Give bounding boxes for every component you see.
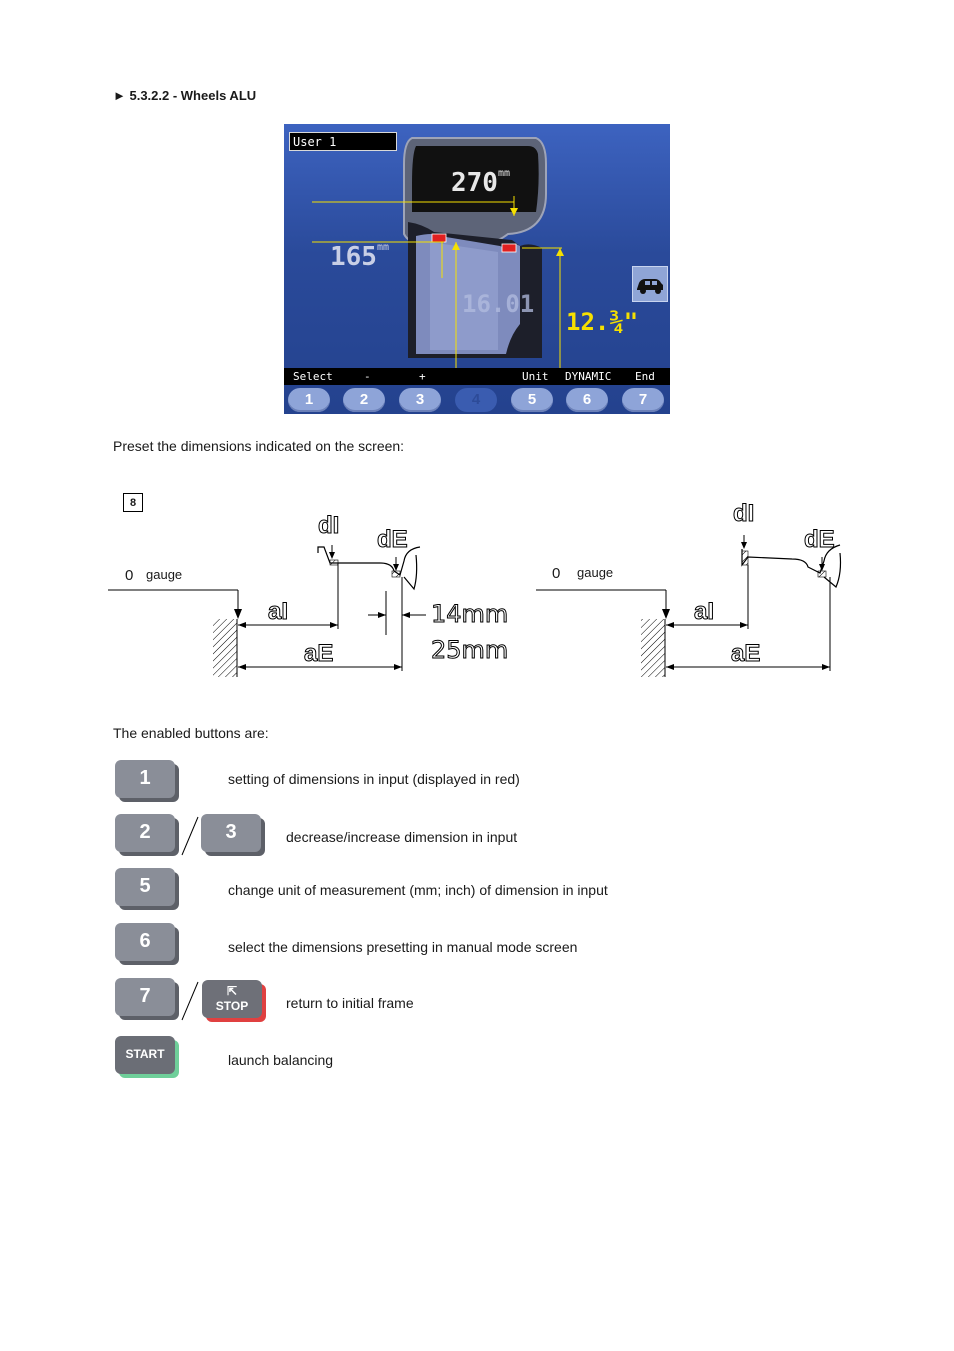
- key-5-button: 5: [115, 868, 175, 906]
- stop-label: STOP: [215, 999, 249, 1013]
- slash-divider: [180, 980, 200, 1022]
- de-label-right: dE: [804, 526, 835, 553]
- fkey-7[interactable]: 7: [622, 388, 664, 412]
- gauge-symbol-right: 0: [552, 565, 561, 582]
- key-2-3-description: decrease/increase dimension in input: [286, 829, 518, 845]
- gauge-symbol-left: 0: [125, 567, 134, 584]
- menu-end[interactable]: End: [635, 370, 655, 383]
- key-6-button: 6: [115, 923, 175, 961]
- dl-label-right: dI: [733, 500, 755, 527]
- outer-marker: [502, 244, 516, 252]
- fkey-6[interactable]: 6: [566, 388, 608, 412]
- slash-divider: [180, 815, 200, 857]
- rim-readout: 16.01: [462, 290, 535, 318]
- width-readout: $270^{mm}$: [451, 168, 511, 198]
- balancer-screen: [284, 124, 670, 414]
- menu-unit[interactable]: Unit: [522, 370, 549, 383]
- fkey-4: 4: [455, 388, 497, 412]
- key-2-button: 2: [115, 814, 175, 852]
- stop-button: [202, 980, 262, 1018]
- start-button: START: [115, 1036, 175, 1074]
- key-7-stop-description: return to initial frame: [286, 995, 414, 1011]
- diameter-readout: 12.¾": [566, 308, 639, 336]
- start-description: launch balancing: [228, 1052, 334, 1068]
- key-1-button: 1: [115, 760, 175, 798]
- menu-plus[interactable]: +: [419, 370, 426, 383]
- menu-select[interactable]: Select: [293, 370, 333, 383]
- key-7-button: 7: [115, 978, 175, 1016]
- fkey-2[interactable]: 2: [343, 388, 385, 412]
- inner-marker: [432, 234, 446, 242]
- menu-minus[interactable]: -: [364, 370, 371, 383]
- distance-readout: $165^{mm}$: [330, 242, 390, 272]
- al-label-right: aI: [694, 598, 715, 625]
- de-label-left: dE: [377, 526, 408, 553]
- user-box: User 1: [289, 132, 397, 151]
- menu-dynamic[interactable]: DYNAMIC: [565, 370, 612, 383]
- key-5-description: change unit of measurement (mm; inch) of dimension in input: [228, 882, 608, 898]
- fkey-1[interactable]: 1: [288, 388, 330, 412]
- gauge-label-right: gauge: [577, 565, 614, 580]
- key-6-description: select the dimensions presetting in manual mode screen: [228, 939, 578, 955]
- section-heading: ► 5.3.2.2 - Wheels ALU: [113, 88, 257, 103]
- enabled-buttons-intro: The enabled buttons are:: [113, 725, 269, 741]
- home-arrow-icon: ⇱: [226, 984, 238, 998]
- ae-label-left: aE: [304, 640, 334, 667]
- ae-label-right: aE: [731, 640, 761, 667]
- key-3-button: 3: [201, 814, 261, 852]
- dl-label-left: dI: [318, 512, 340, 539]
- fkey-5[interactable]: 5: [511, 388, 553, 412]
- car-icon: [632, 266, 668, 302]
- offset-25mm-label: 25mm: [431, 636, 509, 664]
- figure-number: 8: [123, 493, 143, 512]
- fkey-3[interactable]: 3: [399, 388, 441, 412]
- offset-14mm-label: 14mm: [431, 600, 509, 628]
- function-menu-bar: [284, 368, 670, 385]
- key-1-description: setting of dimensions in input (displayed in red): [228, 771, 520, 787]
- al-label-left: aI: [268, 598, 289, 625]
- preset-instruction: Preset the dimensions indicated on the screen:: [113, 438, 405, 454]
- gauge-label-left: gauge: [146, 567, 183, 582]
